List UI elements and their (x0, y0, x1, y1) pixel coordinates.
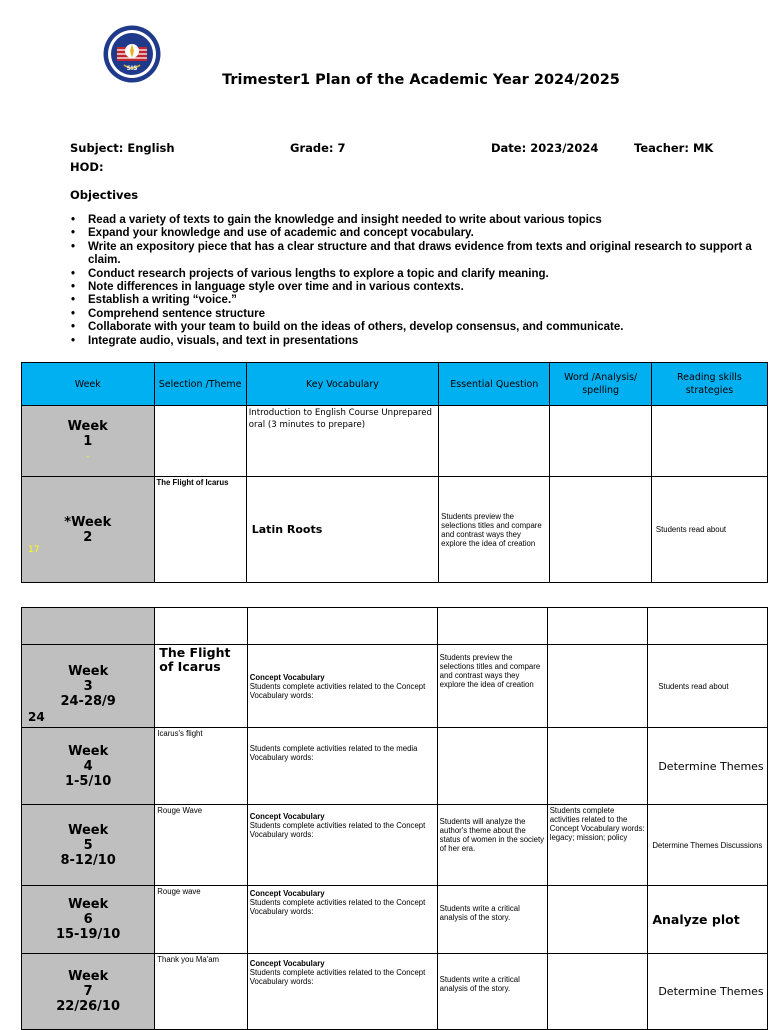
header-essential-question: Essential Question (439, 363, 550, 406)
objective-item: • Collaborate with your team to build on the ideas of others, develop consensus, and communicate. (70, 321, 760, 334)
selection-cell: The Flight of Icarus (155, 645, 247, 728)
week-cell: Week 7 22/26/10 (22, 954, 155, 1030)
spelling-cell (547, 728, 648, 805)
objective-item: • Conduct research projects of various lengths to explore a topic and clarify meaning. (70, 268, 760, 281)
hod-field: HOD: (70, 160, 104, 174)
week-cell: Week 1 - (22, 406, 155, 477)
table-row (22, 406, 768, 477)
question-cell: Students will analyze the author's theme about the status of women in the society of her era. (437, 805, 547, 886)
reading-cell: Determine Themes Discussions (648, 805, 768, 886)
objective-item: • Read a variety of texts to gain the knowledge and insight needed to write about various topics (70, 214, 760, 227)
table-row (22, 608, 768, 645)
spelling-cell: Students complete activities related to the Concept Vocabulary words: legacy; mission; policy (547, 805, 648, 886)
vocab-cell: Students complete activities related to the media Vocabulary words: (247, 728, 437, 805)
table-row (22, 728, 768, 805)
objective-item: • Integrate audio, visuals, and text in presentations (70, 335, 760, 348)
reading-cell: Students read about (648, 645, 768, 728)
subject-field: Subject: English (70, 141, 175, 155)
reading-cell: Determine Themes (648, 728, 768, 805)
vocab-cell: Introduction to English Course Unprepared oral (3 minutes to prepare) (246, 406, 438, 477)
vocab-cell: Latin Roots (246, 477, 438, 583)
vocab-cell: Concept Vocabulary Students complete activities related to the Concept Vocabulary words: (247, 645, 437, 728)
week-cell: Week 4 1-5/10 (22, 728, 155, 805)
week-cell: Week 3 24-28/9 24 (22, 645, 155, 728)
spelling-cell (547, 954, 648, 1030)
teacher-field: Teacher: MK (634, 141, 714, 155)
table-row (22, 886, 768, 954)
week-cell: *Week 2 17 (22, 477, 155, 583)
plan-table-bottom (21, 607, 768, 1030)
table-header-row (22, 363, 768, 406)
objectives-heading: Objectives (70, 188, 139, 202)
table-row (22, 477, 768, 583)
reading-cell (651, 406, 767, 477)
header-reading-skills: Reading skills strategies (651, 363, 767, 406)
reading-cell: Analyze plot (648, 886, 768, 954)
plan-table-top (21, 362, 768, 583)
selection-cell: Thank you Ma'am (155, 954, 247, 1030)
selection-cell: Rouge wave (155, 886, 247, 954)
svg-text:SIS: SIS (126, 65, 138, 72)
header-week: Week (22, 363, 155, 406)
selection-cell: Icarus's flight (155, 728, 247, 805)
reading-cell: Students read about (651, 477, 767, 583)
question-cell: Students preview the selections titles and compare and contrast ways they explore the idea of creation (437, 645, 547, 728)
grade-field: Grade: 7 (290, 141, 346, 155)
spelling-cell (550, 406, 651, 477)
header-word-analysis: Word /Analysis/ spelling (550, 363, 651, 406)
vocab-cell: Concept Vocabulary Students complete activities related to the Concept Vocabulary words: (247, 954, 437, 1030)
selection-cell: The Flight of Icarus (154, 477, 246, 583)
question-cell (437, 728, 547, 805)
objective-item: • Establish a writing “voice.” (70, 294, 760, 307)
objective-item: • Expand your knowledge and use of academic and concept vocabulary. (70, 227, 760, 240)
objective-item: • Comprehend sentence structure (70, 308, 760, 321)
question-cell: Students write a critical analysis of the story. (437, 886, 547, 954)
vocab-cell: Concept Vocabulary Students complete activities related to the Concept Vocabulary words: (247, 886, 437, 954)
objectives-list (70, 214, 760, 348)
week-cell: Week 6 15-19/10 (22, 886, 155, 954)
spelling-cell (547, 645, 648, 728)
header-key-vocabulary: Key Vocabulary (246, 363, 438, 406)
selection-cell (154, 406, 246, 477)
spelling-cell (547, 886, 648, 954)
table-row (22, 805, 768, 886)
header-selection: Selection /Theme (154, 363, 246, 406)
objective-item: • Note differences in language style over time and in various contexts. (70, 281, 760, 294)
table-row (22, 645, 768, 728)
objective-item: • Write an expository piece that has a clear structure and that draws evidence from texts and original research to support a claim. (70, 241, 760, 268)
page-title: Trimester1 Plan of the Academic Year 2024/2025 (222, 72, 620, 88)
question-cell: Students write a critical analysis of the story. (437, 954, 547, 1030)
week-cell: Week 5 8-12/10 (22, 805, 155, 886)
table-row (22, 954, 768, 1030)
selection-cell: Rouge Wave (155, 805, 247, 886)
question-cell: Students preview the selections titles and compare and contrast ways they explore the idea of creation (439, 477, 550, 583)
spelling-cell (550, 477, 651, 583)
vocab-cell: Concept Vocabulary Students complete activities related to the Concept Vocabulary words: (247, 805, 437, 886)
question-cell (439, 406, 550, 477)
week-cell (22, 608, 155, 645)
reading-cell: Determine Themes (648, 954, 768, 1030)
date-field: Date: 2023/2024 (491, 141, 599, 155)
